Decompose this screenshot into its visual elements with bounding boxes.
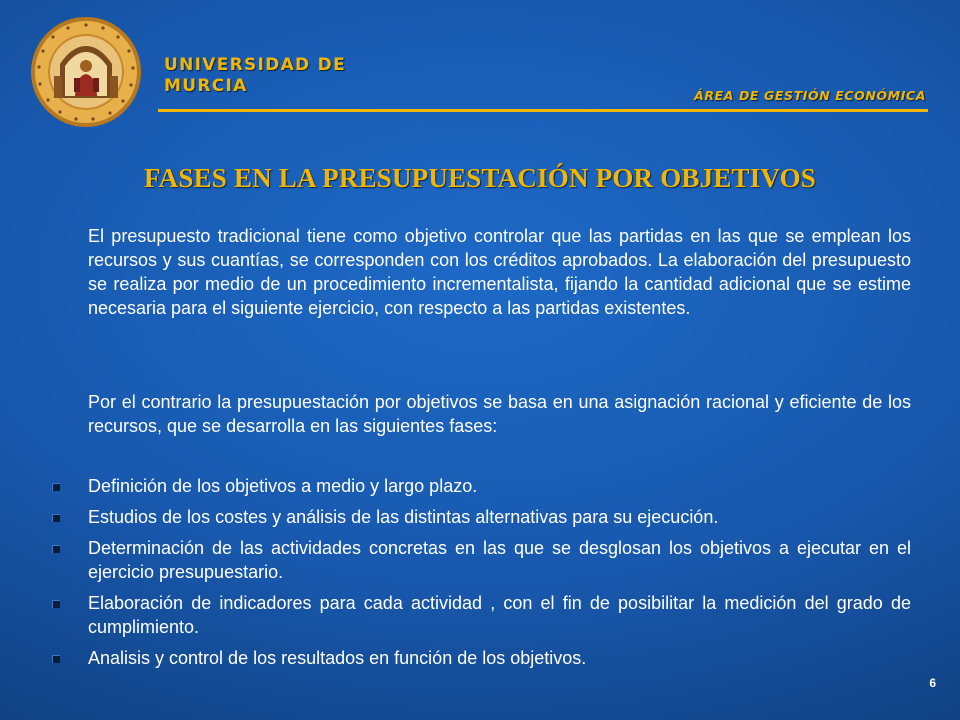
contrast-paragraph: Por el contrario la presupuestación por objetivos se basa en una asignación racional y eficiente de los recursos, que se desarrolla en las siguientes fases: <box>88 392 911 436</box>
slide-title: FASES EN LA PRESUPUESTACIÓN POR OBJETIVOS <box>143 163 817 193</box>
list-item-text: Determinación de las actividades concretas en las que se desglosan los objetivos a ejecutar en el ejercicio presupuestario. <box>88 538 911 582</box>
university-seal-logo <box>30 16 142 128</box>
list-item-text: Elaboración de indicadores para cada actividad , con el fin de posibilitar la medición del grado de cumplimiento. <box>88 593 911 637</box>
list-item-text: Estudios de los costes y análisis de las distintas alternativas para su ejecución. <box>88 507 719 527</box>
square-bullet-icon <box>52 514 60 522</box>
university-name: UNIVERSIDAD DE MURCIA <box>164 55 347 96</box>
intro-paragraph: El presupuesto tradicional tiene como objetivo controlar que las partidas en las que se emplean los recursos y sus cuantías, se corresponden con los créditos aprobados. La elaboración del presupuesto se realiza por medio de un procedimiento incrementalista, fijando la cantidad adicional que se estime necesaria para el siguiente ejercicio, con respecto a las partidas existentes. <box>88 226 911 318</box>
list-item-text: Definición de los objetivos a medio y largo plazo. <box>88 476 478 496</box>
list-item <box>48 591 911 639</box>
list-item <box>48 536 911 584</box>
square-bullet-icon <box>52 600 60 608</box>
page-number: 6 <box>929 676 936 690</box>
header-divider <box>158 109 928 112</box>
square-bullet-icon <box>52 655 60 663</box>
square-bullet-icon <box>52 483 60 491</box>
list-item <box>48 474 911 498</box>
list-item <box>48 505 911 529</box>
phases-list <box>48 474 911 677</box>
square-bullet-icon <box>52 545 60 553</box>
list-item-text: Analisis y control de los resultados en función de los objetivos. <box>88 648 587 668</box>
department-label: ÁREA DE GESTIÓN ECONÓMICA <box>694 88 926 103</box>
list-item <box>48 646 911 670</box>
